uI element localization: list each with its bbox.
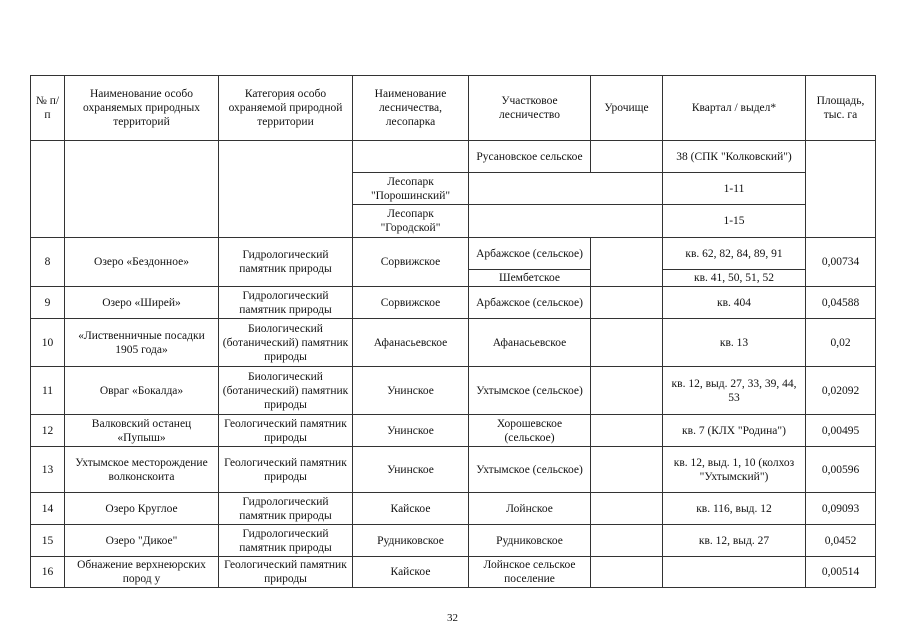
cell-name: Озеро Круглое xyxy=(65,493,219,525)
cell-quarter: 38 (СПК "Колковский") xyxy=(663,141,806,173)
cell-district: Лойнское сельское поселение xyxy=(469,557,591,588)
cell-forestry: Рудниковское xyxy=(353,525,469,557)
table-row xyxy=(31,367,876,415)
cell-forestry: Унинское xyxy=(353,415,469,447)
cell-area: 0,00495 xyxy=(806,415,876,447)
table-row xyxy=(31,415,876,447)
cell-quarter: 1-11 xyxy=(663,173,806,205)
cell-area xyxy=(806,141,876,238)
cell-name: Овраг «Бокалда» xyxy=(65,367,219,415)
cell-district: Арбажское (сельское) xyxy=(469,238,591,270)
cell-district: Ухтымское (сельское) xyxy=(469,367,591,415)
header-tract: Урочище xyxy=(591,76,663,141)
header-row xyxy=(31,76,876,141)
cell-name: Озеро «Бездонное» xyxy=(65,238,219,287)
header-district: Участковое лесничество xyxy=(469,76,591,141)
cell-area: 0,00734 xyxy=(806,238,876,287)
cell-tract xyxy=(591,319,663,367)
protected-areas-table xyxy=(30,75,876,588)
cell-name: Валковский останец «Пупыш» xyxy=(65,415,219,447)
table-row xyxy=(31,447,876,493)
cell-district xyxy=(469,173,663,205)
cell-quarter: кв. 12, выд. 27 xyxy=(663,525,806,557)
table-row xyxy=(31,238,876,270)
header-quarter: Квартал / выдел* xyxy=(663,76,806,141)
cell-forestry xyxy=(353,141,469,173)
cell-num: 9 xyxy=(31,287,65,319)
cell-area: 0,00596 xyxy=(806,447,876,493)
cell-area: 0,09093 xyxy=(806,493,876,525)
cell-quarter: кв. 41, 50, 51, 52 xyxy=(663,270,806,287)
cell-num: 15 xyxy=(31,525,65,557)
cell-area: 0,02092 xyxy=(806,367,876,415)
header-area: Площадь, тыс. га xyxy=(806,76,876,141)
cell-name: Ухтымское месторождение волконскоита xyxy=(65,447,219,493)
cell-category: Гидрологический памятник природы xyxy=(219,493,353,525)
cell-quarter: кв. 13 xyxy=(663,319,806,367)
cell-tract xyxy=(591,287,663,319)
cell-num: 14 xyxy=(31,493,65,525)
header-num: № п/п xyxy=(31,76,65,141)
cell-tract xyxy=(591,141,663,173)
cell-tract xyxy=(591,557,663,588)
page-number: 32 xyxy=(447,612,458,624)
cell-category: Биологический (ботанический) памятник природы xyxy=(219,367,353,415)
cell-district: Афанасьевское xyxy=(469,319,591,367)
cell-quarter xyxy=(663,557,806,588)
cell-quarter: кв. 116, выд. 12 xyxy=(663,493,806,525)
cell-category: Биологический (ботанический) памятник природы xyxy=(219,319,353,367)
cell-district: Хорошевское (сельское) xyxy=(469,415,591,447)
cell-forestry: Унинское xyxy=(353,447,469,493)
cell-area: 0,00514 xyxy=(806,557,876,588)
cell-num: 13 xyxy=(31,447,65,493)
cell-category: Гидрологический памятник природы xyxy=(219,525,353,557)
table-row xyxy=(31,557,876,588)
cell-tract xyxy=(591,447,663,493)
cell-tract xyxy=(591,525,663,557)
cell-num: 16 xyxy=(31,557,65,588)
cell-area: 0,0452 xyxy=(806,525,876,557)
header-category: Категория особо охраняемой природной территории xyxy=(219,76,353,141)
header-forestry: Наименование лесничества, лесопарка xyxy=(353,76,469,141)
cell-district: Ухтымское (сельское) xyxy=(469,447,591,493)
cell-forestry: Сорвижское xyxy=(353,238,469,287)
cell-district xyxy=(469,205,663,238)
cell-category: Геологический памятник природы xyxy=(219,447,353,493)
table-row xyxy=(31,141,876,173)
cell-forestry: Унинское xyxy=(353,367,469,415)
cell-tract xyxy=(591,367,663,415)
cell-category: Геологический памятник природы xyxy=(219,557,353,588)
cell-district: Шембетское xyxy=(469,270,591,287)
cell-tract xyxy=(591,238,663,287)
cell-name: Озеро «Ширей» xyxy=(65,287,219,319)
cell-category: Гидрологический памятник природы xyxy=(219,287,353,319)
table-row xyxy=(31,319,876,367)
cell-quarter: кв. 12, выд. 1, 10 (колхоз "Ухтымский") xyxy=(663,447,806,493)
cell-forestry: Лесопарк "Городской" xyxy=(353,205,469,238)
cell-quarter: кв. 404 xyxy=(663,287,806,319)
cell-forestry: Афанасьевское xyxy=(353,319,469,367)
cell-num: 10 xyxy=(31,319,65,367)
cell-district: Арбажское (сельское) xyxy=(469,287,591,319)
cell-forestry: Кайское xyxy=(353,493,469,525)
cell-name: Обнажение верхнеюрских пород у xyxy=(65,557,219,588)
cell-quarter: 1-15 xyxy=(663,205,806,238)
table-row xyxy=(31,287,876,319)
cell-district: Лойнское xyxy=(469,493,591,525)
cell-area: 0,02 xyxy=(806,319,876,367)
cell-tract xyxy=(591,493,663,525)
cell-forestry: Лесопарк "Порошинский" xyxy=(353,173,469,205)
cell-name: Озеро "Дикое" xyxy=(65,525,219,557)
cell-quarter: кв. 12, выд. 27, 33, 39, 44, 53 xyxy=(663,367,806,415)
cell-area: 0,04588 xyxy=(806,287,876,319)
cell-num: 11 xyxy=(31,367,65,415)
cell-district: Русановское сельское xyxy=(469,141,591,173)
table-row xyxy=(31,525,876,557)
cell-name: «Лиственничные посадки 1905 года» xyxy=(65,319,219,367)
cell-num: 12 xyxy=(31,415,65,447)
cell-quarter: кв. 62, 82, 84, 89, 91 xyxy=(663,238,806,270)
cell-district: Рудниковское xyxy=(469,525,591,557)
cell-num: 8 xyxy=(31,238,65,287)
cell-forestry: Кайское xyxy=(353,557,469,588)
table-row xyxy=(31,493,876,525)
cell-name xyxy=(65,141,219,238)
cell-quarter: кв. 7 (КЛХ "Родина") xyxy=(663,415,806,447)
header-name: Наименование особо охраняемых природных территорий xyxy=(65,76,219,141)
cell-category xyxy=(219,141,353,238)
cell-category: Геологический памятник природы xyxy=(219,415,353,447)
cell-category: Гидрологический памятник природы xyxy=(219,238,353,287)
cell-num xyxy=(31,141,65,238)
cell-tract xyxy=(591,415,663,447)
cell-forestry: Сорвижское xyxy=(353,287,469,319)
